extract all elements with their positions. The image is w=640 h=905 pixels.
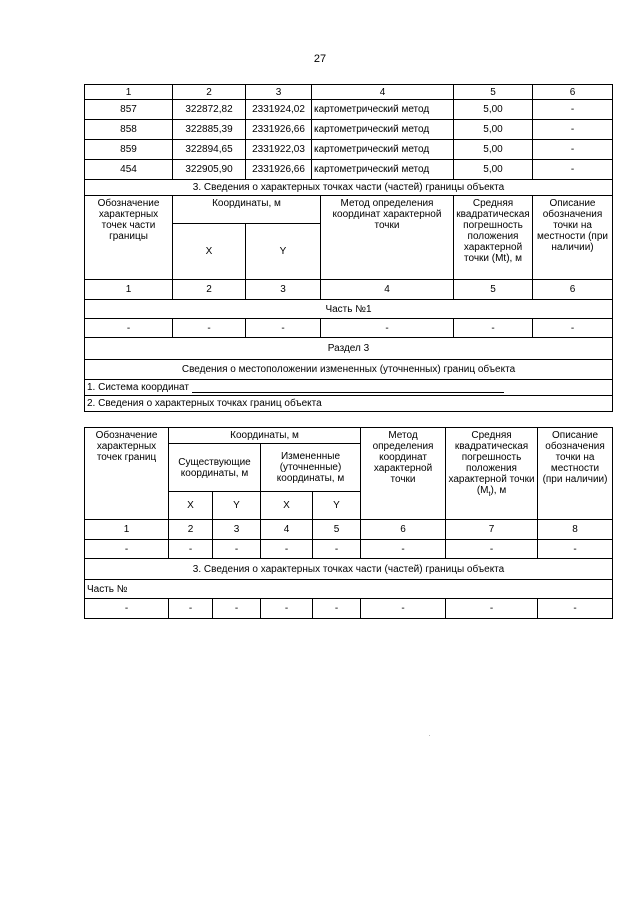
y-cell: 2331926,66 xyxy=(246,120,312,140)
coord-system-blank xyxy=(192,382,504,393)
x-cell: 322905,90 xyxy=(173,160,246,180)
col-number: 8 xyxy=(538,520,613,540)
section-title: Сведения о местоположении измененных (уточненных) границ объекта xyxy=(85,360,613,380)
col-header-y: Y xyxy=(213,492,261,520)
col-number: 2 xyxy=(169,520,213,540)
dash-cell: - xyxy=(321,319,454,338)
col-header-designation: Обозначение характерных точек границ xyxy=(85,428,169,520)
description-cell: - xyxy=(533,100,613,120)
dash-cell: - xyxy=(213,599,261,619)
point-id-cell: 857 xyxy=(85,100,173,120)
part-label: Часть № xyxy=(85,580,613,599)
col-header-description: Описание обозначения точки на местности (при наличии) xyxy=(538,428,613,520)
table-row xyxy=(85,580,613,599)
table-row xyxy=(85,196,613,224)
dash-cell: - xyxy=(173,319,246,338)
col-number: 5 xyxy=(313,520,361,540)
dash-cell: - xyxy=(213,540,261,559)
col-number: 6 xyxy=(533,280,613,300)
col-number: 4 xyxy=(321,280,454,300)
col-number: 2 xyxy=(173,280,246,300)
scan-speck xyxy=(429,735,430,736)
dash-cell: - xyxy=(261,599,313,619)
col-header-x: X xyxy=(169,492,213,520)
col-number: 7 xyxy=(446,520,538,540)
col-header-error: Средняя квадратическая погрешность положения характерной точки $(M_t)$, м xyxy=(446,428,538,520)
point-id-cell: 454 xyxy=(85,160,173,180)
col-number: 3 xyxy=(246,280,321,300)
header-cell: 6 xyxy=(533,85,613,100)
error-cell: 5,00 xyxy=(454,140,533,160)
page-number: 27 xyxy=(313,53,327,65)
dash-cell: - xyxy=(313,599,361,619)
coord-system-label: 1. Система координат xyxy=(87,382,189,393)
dash-cell: - xyxy=(454,319,533,338)
col-number: 1 xyxy=(85,520,169,540)
col-number: 6 xyxy=(361,520,446,540)
table-row xyxy=(85,180,613,196)
table-row xyxy=(85,428,613,444)
section-title: 3. Сведения о характерных точках части (частей) границы объекта xyxy=(85,180,613,196)
method-cell: картометрический метод xyxy=(312,100,454,120)
header-cell: 4 xyxy=(312,85,454,100)
dash-cell: - xyxy=(533,319,613,338)
col-header-description: Описание обозначения точки на местности (при наличии) xyxy=(533,196,613,280)
description-cell: - xyxy=(533,160,613,180)
table-row xyxy=(85,280,613,300)
dash-cell: - xyxy=(446,599,538,619)
col-header-coordinates: Координаты, м xyxy=(173,196,321,224)
x-cell: 322872,82 xyxy=(173,100,246,120)
dash-cell: - xyxy=(169,540,213,559)
table-row xyxy=(85,319,613,338)
table-row xyxy=(85,100,613,120)
col-header-y: Y xyxy=(246,224,321,280)
y-cell: 2331922,03 xyxy=(246,140,312,160)
table-row xyxy=(85,559,613,580)
col-header-changed: Измененные (уточненные) координаты, м xyxy=(261,444,361,492)
description-cell: - xyxy=(533,140,613,160)
col-number: 5 xyxy=(454,280,533,300)
table-section-3-points xyxy=(84,427,613,619)
table-row xyxy=(85,599,613,619)
table-row xyxy=(85,120,613,140)
method-cell: картометрический метод xyxy=(312,120,454,140)
table-row xyxy=(85,85,613,100)
table-row xyxy=(85,380,613,396)
header-cell: 2 xyxy=(173,85,246,100)
col-header-coordinates: Координаты, м xyxy=(169,428,361,444)
section-label: Раздел 3 xyxy=(85,338,613,360)
col-header-error: Средняя квадратическая погрешность положения характерной точки (Mt), м xyxy=(454,196,533,280)
col-header-x: X xyxy=(173,224,246,280)
description-cell: - xyxy=(533,120,613,140)
dash-cell: - xyxy=(169,599,213,619)
point-id-cell: 858 xyxy=(85,120,173,140)
section-title: 2. Сведения о характерных точках границ объекта xyxy=(85,396,613,412)
dash-cell: - xyxy=(85,599,169,619)
col-number: 1 xyxy=(85,280,173,300)
dash-cell: - xyxy=(85,540,169,559)
dash-cell: - xyxy=(246,319,321,338)
col-header-method: Метод определения координат характерной точки xyxy=(321,196,454,280)
col-header-x: X xyxy=(261,492,313,520)
dash-cell: - xyxy=(361,599,446,619)
dash-cell: - xyxy=(538,540,613,559)
col-header-method: Метод определения координат характерной точки xyxy=(361,428,446,520)
dash-cell: - xyxy=(361,540,446,559)
error-cell: 5,00 xyxy=(454,120,533,140)
table-row xyxy=(85,300,613,319)
table-row xyxy=(85,520,613,540)
table-row xyxy=(85,140,613,160)
header-cell: 1 xyxy=(85,85,173,100)
part-label: Часть №1 xyxy=(85,300,613,319)
error-cell: 5,00 xyxy=(454,160,533,180)
dash-cell: - xyxy=(313,540,361,559)
dash-cell: - xyxy=(261,540,313,559)
method-cell: картометрический метод xyxy=(312,140,454,160)
table-row xyxy=(85,540,613,559)
table-section-2 xyxy=(84,84,613,412)
table-row xyxy=(85,396,613,412)
coord-system-row xyxy=(85,380,613,396)
dash-cell: - xyxy=(446,540,538,559)
col-header-y: Y xyxy=(313,492,361,520)
section-title: 3. Сведения о характерных точках части (частей) границы объекта xyxy=(85,559,613,580)
x-cell: 322894,65 xyxy=(173,140,246,160)
y-cell: 2331924,02 xyxy=(246,100,312,120)
dash-cell: - xyxy=(538,599,613,619)
table-row xyxy=(85,160,613,180)
point-id-cell: 859 xyxy=(85,140,173,160)
table-row xyxy=(85,338,613,360)
method-cell: картометрический метод xyxy=(312,160,454,180)
x-cell: 322885,39 xyxy=(173,120,246,140)
y-cell: 2331926,66 xyxy=(246,160,312,180)
dash-cell: - xyxy=(85,319,173,338)
col-number: 4 xyxy=(261,520,313,540)
col-header-existing: Существующие координаты, м xyxy=(169,444,261,492)
col-number: 3 xyxy=(213,520,261,540)
header-cell: 5 xyxy=(454,85,533,100)
header-cell: 3 xyxy=(246,85,312,100)
table-row xyxy=(85,360,613,380)
col-header-designation: Обозначение характерных точек части границы xyxy=(85,196,173,280)
error-cell: 5,00 xyxy=(454,100,533,120)
